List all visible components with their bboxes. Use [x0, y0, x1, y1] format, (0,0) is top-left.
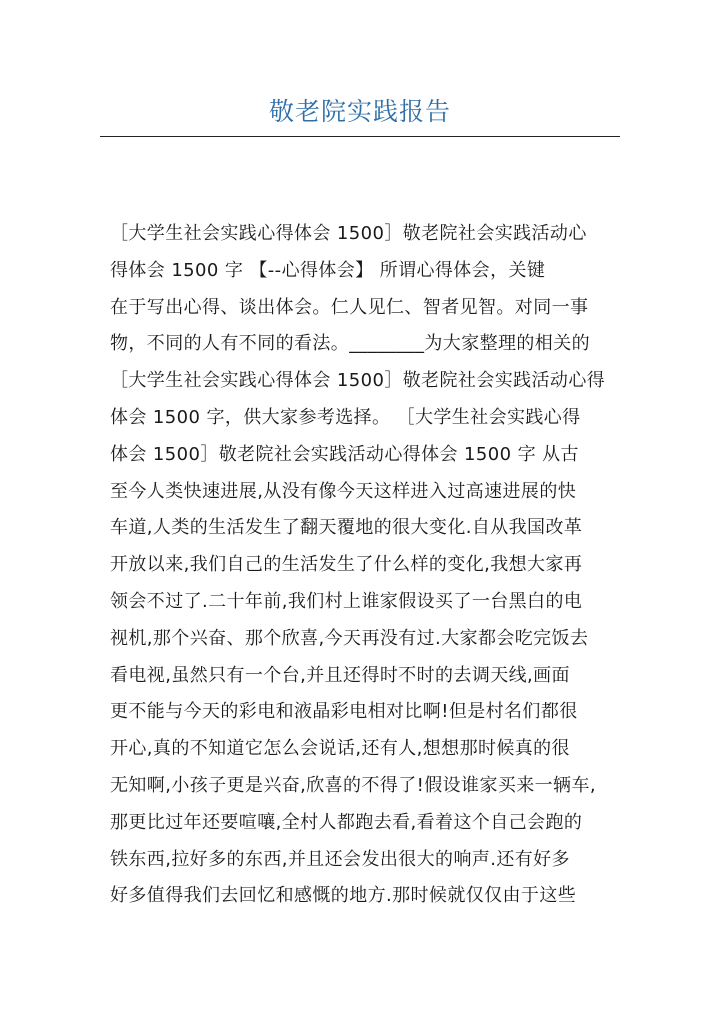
- body-line: 体会 1500］敬老院社会实践活动心得体会 1500 字 从古: [110, 443, 579, 465]
- document-title: 敬老院实践报告: [268, 97, 451, 126]
- body-line: 车道,人类的生活发生了翻天覆地的很大变化.自从我国改革: [110, 517, 583, 539]
- body-line: 开放以来,我们自己的生活发生了什么样的变化,我想大家再: [110, 554, 583, 576]
- body-line: 更不能与今天的彩电和液晶彩电相对比啊!但是村名们都很: [110, 701, 578, 723]
- body-line: 看电视,虽然只有一个台,并且还得时不时的去调天线,画面: [110, 664, 570, 686]
- body-line: 至今人类快速进展,从没有像今天这样进入过高速进展的快: [110, 480, 577, 502]
- body-line: 体会 1500 字，供大家参考选择。 ［大学生社会实践心得: [110, 406, 581, 428]
- body-line: 开心,真的不知道它怎么会说话,还有人,想想那时候真的很: [110, 738, 570, 760]
- body-line: 铁东西,拉好多的东西,并且还会发出很大的响声.还有好多: [110, 848, 570, 870]
- title-divider: [100, 136, 620, 137]
- body-line: 得体会 1500 字 【--心得体会】 所谓心得体会，关键: [110, 259, 546, 281]
- body-line: ［大学生社会实践心得体会 1500］敬老院社会实践活动心: [110, 223, 587, 244]
- body-line: 好多值得我们去回忆和感慨的地方.那时候就仅仅由于这些: [110, 885, 577, 907]
- body-line: 无知啊,小孩子更是兴奋,欣喜的不得了!假设谁家买来一辆车,: [110, 774, 596, 796]
- document-body: [110, 216, 620, 915]
- body-line: ［大学生社会实践心得体会 1500］敬老院社会实践活动心得: [110, 370, 606, 392]
- body-line: 领会不过了.二十年前,我们村上谁家假设买了一台黑白的电: [110, 590, 583, 612]
- body-line: 那更比过年还要喧嚷,全村人都跑去看,看着这个自己会跑的: [110, 811, 583, 833]
- body-line: 物，不同的人有不同的看法。________为大家整理的相关的: [110, 333, 590, 355]
- body-line: 在于写出心得、谈出体会。仁人见仁、智者见智。对同一事: [110, 296, 589, 318]
- body-line: 视机,那个兴奋、那个欣喜,今天再没有过.大家都会吃完饭去: [110, 627, 589, 649]
